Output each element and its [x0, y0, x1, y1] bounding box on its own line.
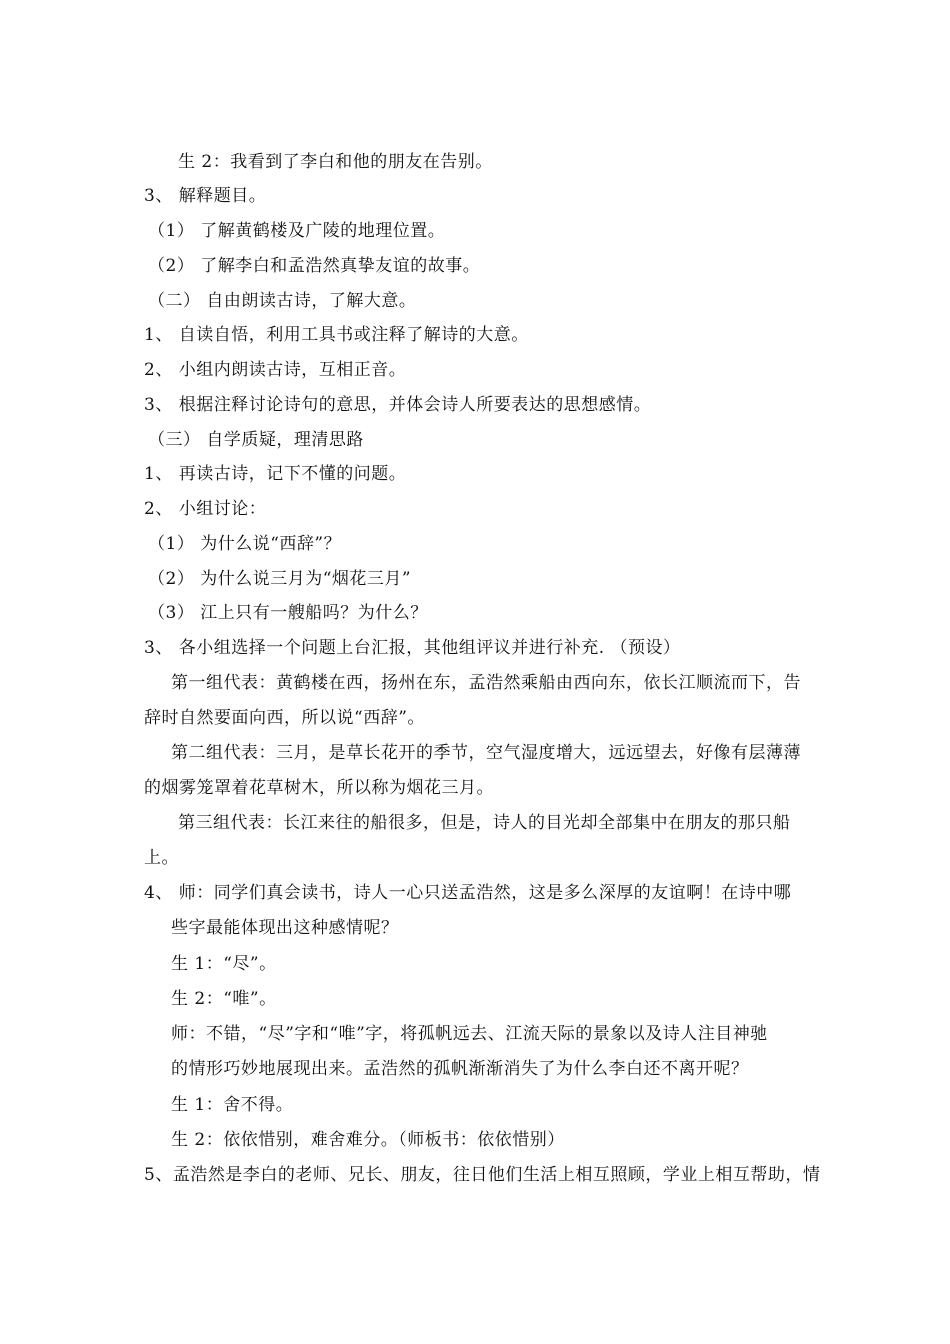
- text-line: 的情形巧妙地展现出来。孟浩然的孤帆渐渐消失了为什么李白还不离开呢？: [171, 1059, 749, 1079]
- text-line: 1、 再读古诗，记下不懂的问题。: [144, 464, 407, 484]
- text-line: 生 2：我看到了李白和他的朋友在告别。: [178, 152, 493, 172]
- text-line: 生 1：舍不得。: [171, 1095, 294, 1115]
- text-line: 生 1：“尽”。: [171, 954, 277, 974]
- text-line: 上。: [144, 848, 179, 868]
- section-heading: （三） 自学质疑，理清思路: [148, 430, 364, 450]
- text-line: 些字最能体现出这种感情呢？: [171, 918, 399, 938]
- text-line: 第二组代表：三月，是草长花开的季节，空气湿度增大，远远望去，好像有层薄薄: [171, 743, 801, 763]
- text-line: （1） 了解黄鹤楼及广陵的地理位置。: [148, 221, 446, 241]
- text-line: 1、 自读自悟，利用工具书或注释了解诗的大意。: [144, 325, 529, 345]
- text-line: 生 2：“唯”。: [171, 989, 277, 1009]
- text-line: 4、 师：同学们真会读书，诗人一心只送孟浩然，这是多么深厚的友谊啊！在诗中哪: [144, 883, 792, 903]
- text-line: 辞时自然要面向西，所以说“西辞”。: [144, 708, 425, 728]
- text-line: 的烟雾笼罩着花草树木，所以称为烟花三月。: [144, 778, 494, 798]
- text-line: 3、 解释题目。: [144, 186, 267, 206]
- text-line: 2、 小组讨论：: [144, 499, 267, 519]
- text-line: 3、 根据注释讨论诗句的意思，并体会诗人所要表达的思想感情。: [144, 395, 652, 415]
- text-line: （3） 江上只有一艘船吗？为什么？: [148, 603, 428, 623]
- text-line: 生 2：依依惜别，难舍难分。（师板书：依依惜别）: [171, 1130, 565, 1150]
- text-line: 第一组代表：黄鹤楼在西，扬州在东，孟浩然乘船由西向东，依长江顺流而下，告: [171, 673, 801, 693]
- section-heading: （二） 自由朗读古诗，了解大意。: [148, 291, 417, 311]
- text-line: （2） 为什么说三月为“烟花三月”: [148, 569, 412, 589]
- text-line: （2） 了解李白和孟浩然真挚友谊的故事。: [148, 256, 481, 276]
- text-line: 师：不错，“尽”字和“唯”字，将孤帆远去、江流天际的景象以及诗人注目神驰: [171, 1024, 768, 1044]
- text-line: 5、孟浩然是李白的老师、兄长、朋友，往日他们生活上相互照顾，学业上相互帮助，情: [144, 1165, 821, 1185]
- text-line: 2、 小组内朗读古诗，互相正音。: [144, 360, 407, 380]
- text-line: 第三组代表：长江来往的船很多，但是，诗人的目光却全部集中在朋友的那只船: [178, 813, 791, 833]
- text-line: 3、 各小组选择一个问题上台汇报，其他组评议并进行补充. （预设）: [144, 638, 681, 658]
- text-line: （1） 为什么说“西辞”？: [148, 534, 342, 554]
